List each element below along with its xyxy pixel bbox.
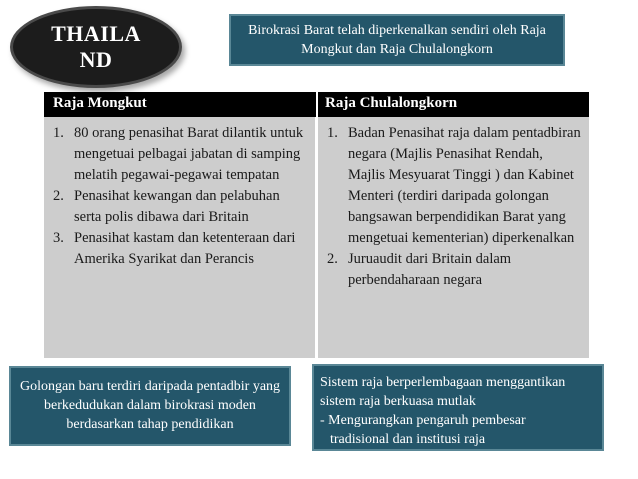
- column-raja-chulalongkorn: [318, 117, 589, 358]
- list-number: 2.: [53, 188, 64, 204]
- list-number: 2.: [327, 251, 338, 267]
- bottom-right-note-box: [312, 364, 604, 451]
- bottom-left-note-text: Golongan baru terdiri daripada pentadbir yang berkedudukan dalam birokrasi moden berdasarkan tahap pendidikan: [19, 379, 281, 432]
- list-item: [324, 123, 583, 249]
- list-text: Penasihat kewangan dan pelabuhan serta polis dibawa dari Britain: [74, 188, 280, 225]
- country-title: THAILAND: [51, 21, 141, 72]
- list-text: Penasihat kastam dan ketenteraan dari Amerika Syarikat dan Perancis: [74, 230, 296, 267]
- bottom-left-note-box: [9, 366, 291, 446]
- list-item: [50, 228, 309, 270]
- column-raja-mongkut: [44, 117, 315, 358]
- top-note-box: [229, 14, 565, 66]
- list-number: 1.: [327, 125, 338, 141]
- list-number: 3.: [53, 230, 64, 246]
- list-item: [324, 249, 583, 291]
- bottom-right-note-line: Sistem raja berperlembagaan menggantikan sistem raja berkuasa mutlak: [320, 375, 566, 409]
- top-note-text: Birokrasi Barat telah diperkenalkan sendiri oleh Raja Mongkut dan Raja Chulalongkorn: [248, 23, 546, 57]
- country-title-oval: [10, 6, 182, 88]
- header-divider: [316, 92, 318, 117]
- comparison-table: [44, 92, 589, 358]
- bottom-right-note-line: - Mengurangkan pengaruh pembesar: [320, 413, 526, 428]
- header-raja-mongkut: Raja Mongkut: [53, 95, 147, 111]
- list-text: Badan Penasihat raja dalam pentadbiran negara (Majlis Penasihat Rendah, Majlis Mesyuarat Tinggi ) dan Kabinet Menteri (terdiri daripada golongan bangsawan berpendidikan Barat yang mengetuai kementerian) diperkenalkan: [348, 125, 581, 246]
- list-item: [50, 123, 309, 186]
- header-raja-chulalongkorn: Raja Chulalongkorn: [325, 95, 458, 111]
- bottom-right-note-line: tradisional dan institusi raja: [330, 432, 486, 447]
- list-text: Juruaudit dari Britain dalam perbendaharaan negara: [348, 251, 512, 288]
- list-text: 80 orang penasihat Barat dilantik untuk mengetuai pelbagai jabatan di samping melatih pegawai-pegawai tempatan: [74, 125, 304, 183]
- table-header: [44, 92, 589, 117]
- list-item: [50, 186, 309, 228]
- list-number: 1.: [53, 125, 64, 141]
